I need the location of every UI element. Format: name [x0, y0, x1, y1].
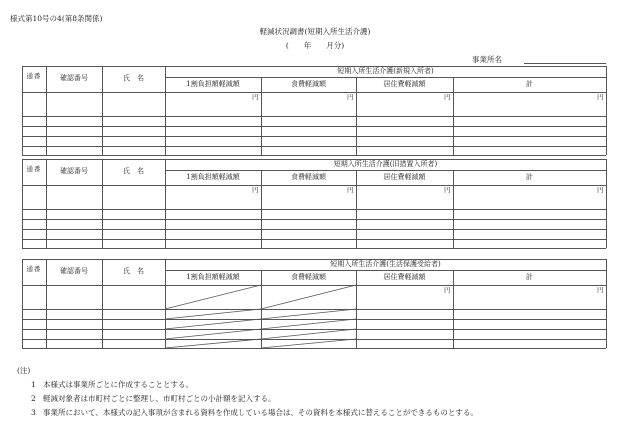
diagonal-strike — [165, 329, 261, 339]
diagonal-strike — [165, 319, 261, 329]
header-name: 氏 名 — [123, 267, 144, 275]
section-title: 短期入所生活介護(新規入所者) — [337, 67, 434, 75]
header-serial: 通番 — [26, 72, 42, 80]
header-col-a: 1割負担額軽減額 — [186, 273, 240, 281]
header-col-c: 居住費軽減額 — [383, 173, 426, 181]
note-number-3: 3 — [31, 408, 36, 417]
office-label: 事業所名 — [472, 55, 502, 64]
header-col-d: 計 — [526, 80, 533, 88]
yen-unit: 円 — [444, 93, 451, 101]
header-col-c: 居住費軽減額 — [383, 80, 426, 88]
diagonal-strike — [165, 285, 261, 309]
diagonal-strike — [261, 319, 356, 329]
header-col-b: 食費軽減額 — [291, 273, 326, 281]
diagonal-strike — [261, 285, 356, 309]
yen-unit: 円 — [597, 286, 604, 294]
notes-heading: (注) — [17, 366, 31, 375]
header-col-b: 食費軽減額 — [291, 173, 326, 181]
yen-unit: 円 — [347, 93, 354, 101]
note-number-1: 1 — [31, 380, 36, 389]
yen-unit: 円 — [252, 186, 259, 194]
yen-unit: 円 — [444, 186, 451, 194]
header-col-a: 1割負担額軽減額 — [186, 80, 240, 88]
period-field: ( 年 月分) — [285, 41, 345, 50]
header-confirm-number: 確認番号 — [60, 74, 88, 82]
header-col-b: 食費軽減額 — [291, 80, 326, 88]
header-col-c: 居住費軽減額 — [383, 273, 426, 281]
diagonal-strike — [261, 309, 356, 319]
note-number-2: 2 — [31, 394, 36, 403]
note-text-2: 軽減対象者は市町村ごとに整理し、市町村ごとの小計額を記入する。 — [43, 394, 276, 403]
header-serial: 通番 — [26, 165, 42, 173]
header-name: 氏 名 — [123, 167, 144, 175]
form-number: 様式第10号の4(第8条関係) — [10, 14, 103, 23]
note-text-1: 本様式は事業所ごとに作成することとする。 — [43, 380, 193, 389]
diagonal-strike — [261, 329, 356, 339]
section-title: 短期入所生活介護(生活保護受給者) — [330, 260, 441, 268]
yen-unit: 円 — [597, 186, 604, 194]
yen-unit: 円 — [347, 186, 354, 194]
diagonal-strike — [165, 309, 261, 319]
header-col-a: 1割負担額軽減額 — [186, 173, 240, 181]
header-col-d: 計 — [526, 273, 533, 281]
page-title: 軽減状況調書(短期入所生活介護) — [259, 27, 371, 36]
section-title: 短期入所生活介護(旧措置入所者) — [333, 160, 438, 168]
yen-unit: 円 — [597, 93, 604, 101]
header-confirm-number: 確認番号 — [60, 167, 88, 175]
header-confirm-number: 確認番号 — [60, 267, 88, 275]
yen-unit: 円 — [444, 286, 451, 294]
diagonal-strike — [261, 339, 356, 348]
note-text-3: 事業所において、本様式の記入事項が含まれる資料を作成している場合は、その資料を本様式に替えることができるものとする。 — [43, 408, 478, 417]
header-col-d: 計 — [526, 173, 533, 181]
diagonal-strike — [165, 339, 261, 348]
yen-unit: 円 — [252, 93, 259, 101]
header-name: 氏 名 — [123, 74, 144, 82]
header-serial: 通番 — [26, 265, 42, 273]
